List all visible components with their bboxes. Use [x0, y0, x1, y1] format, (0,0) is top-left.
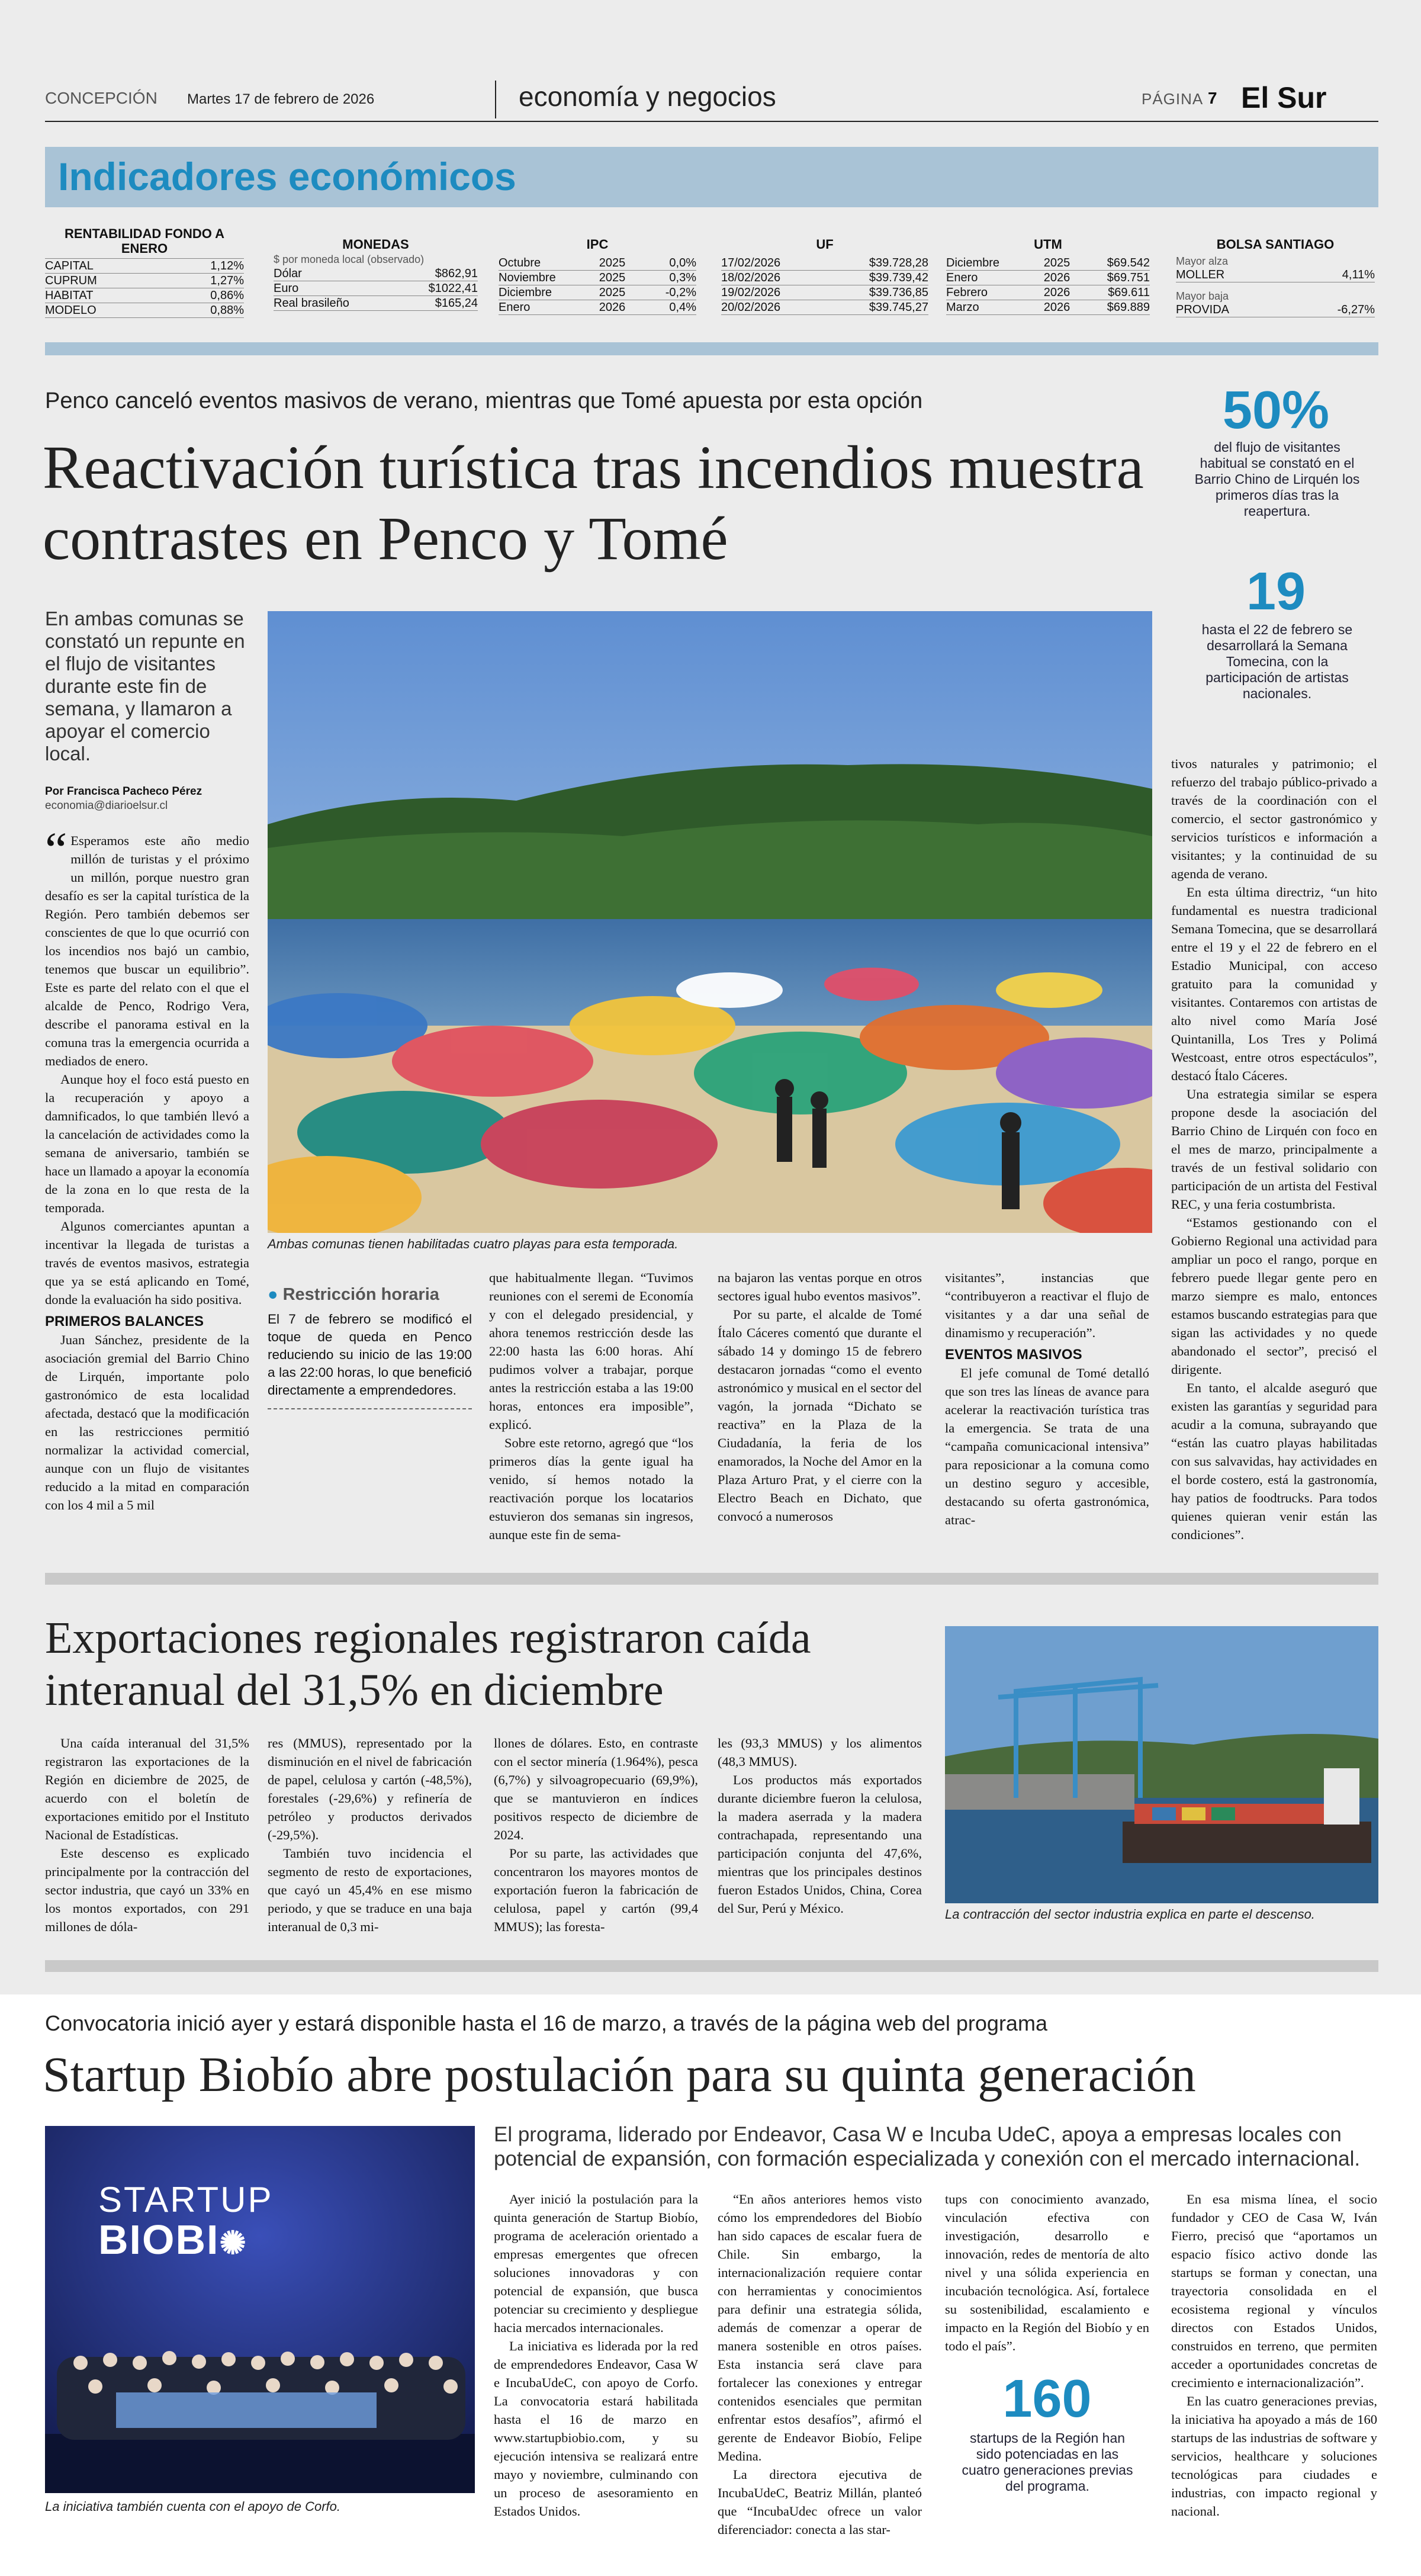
indicators-bottom-rule: [45, 342, 1378, 355]
table-row: Euro $1022,41: [274, 282, 478, 295]
indicators-title: Indicadores económicos: [58, 155, 516, 198]
stat-50-text: del flujo de visitantes habitual se constató en el Barrio Chino de Lirquén los primeros días tras la reapertura.: [1194, 439, 1360, 519]
bullet-icon: ●: [268, 1285, 278, 1304]
page-header: [45, 81, 1378, 122]
table-row: Real brasileño $165,24: [274, 297, 478, 310]
article1-col6-p3: Una estrategia similar se espera propone desde la asociación del Barrio Chino de Lirquén con foco en el mes de marzo, principalmente a través de un festival solidario con participación de un artista del Festival REC, y una feria costumbrista.: [1171, 1087, 1377, 1212]
table-row: Diciembre 2025 -0,2%: [499, 286, 696, 299]
article2-col1-p2: Este descenso es explicado principalmente por la contracción del sector industria, que cayó un 33% en los montos exportados, con 291 millones de dóla-: [45, 1846, 249, 1934]
bolsa-title: BOLSA SANTIAGO: [1216, 237, 1335, 252]
port-photo: [945, 1626, 1378, 1903]
article1-headline: Reactivación turística tras incendios muestra contrastes en Penco y Tomé: [43, 433, 1144, 573]
article2-col3: [494, 1734, 698, 1936]
article1-col1-p2: Aunque hoy el foco está puesto en la recuperación y apoyo a damnificados, lo que también llevó a la cancelación de actividades como la semana de aniversario, también se hace un llamado a apoyar la economía de la zona en lo que resta de la temporada.: [45, 1072, 249, 1215]
table-row: 20/02/2026 $39.745,27: [721, 301, 928, 314]
article3-headline: Startup Biobío abre postulación para su quinta generación: [43, 2047, 1196, 2102]
article3-col3-p1: tups con conocimiento avanzado, vinculación efectiva con investigación, desarrollo e innovación, redes de mentoría de alto nivel y una sólida experiencia en incubación tecnológica. Así, fortalece su sostenibilidad, escalamiento e impacto en la Región del Biobío y en todo el país”.: [945, 2192, 1149, 2353]
article3-col2-p2: La directora ejecutiva de IncubaUdeC, Beatriz Millán, planteó que “IncubaUdec ofrece un valor diferenciador: conecta a las star-: [718, 2467, 922, 2537]
beach-photo-caption: Ambas comunas tienen habilitadas cuatro playas para esta temporada.: [268, 1236, 679, 1251]
fondo-title: RENTABILIDAD FONDO A ENERO: [64, 226, 225, 256]
fondo-rows: [45, 258, 244, 318]
article2-col4-p1: les (93,3 MMUS) y los alimentos (48,3 MMUS).: [718, 1736, 922, 1769]
article3-col4-p1: En esa misma línea, el socio fundador y CEO de Casa W, Iván Fierro, precisó que “aportamos un espacio físico activo donde las startups se forman y conectan, una trayectoria consolidada en el ecosistema regional y vínculos directos con Estados Unidos, construidos en terreno, que permiten acceder a oportunidades concretas de crecimiento e internacionalización”.: [1171, 2192, 1377, 2390]
opening-quote: “: [45, 823, 67, 878]
port-illustration: [945, 1626, 1378, 1903]
article2-col4: [718, 1734, 922, 1917]
monedas-title: MONEDAS: [342, 237, 409, 252]
article1-byline: Por Francisca Pacheco Pérez: [45, 785, 202, 798]
header-paper-name: El Sur: [1241, 81, 1327, 114]
startup-brand-line1: STARTUP: [98, 2180, 274, 2220]
article3-col2-p1: “En años anteriores hemos visto cómo los emprendedores del Biobío han sido capaces de escalar fuera de Chile. Sin embargo, la internacionalización requiere contar con herramientas y conocimientos para definir una estrategia sólida, además de comenzar a operar de manera sostenible en otros países. Esta instancia será clave para fortalecer las conexiones y entregar contenidos esenciales que permitan enfrentar estos desafíos”, afirmó el gerente de Endeavor Biobío, Felipe Medina.: [718, 2192, 922, 2463]
article3-lead: El programa, liderado por Endeavor, Casa W e Incuba UdeC, apoya a empresas locales con potencial de expansión, con formación especializada y conexión con el mercado internacional.: [494, 2123, 1361, 2170]
article1-col1: [45, 823, 249, 1514]
article3-kicker: Convocatoria inició ayer y estará disponible hasta el 16 de marzo, a través de la página web del programa: [45, 2011, 1047, 2035]
article1-col6: [1171, 754, 1377, 1544]
table-row: CUPRUM 1,27%: [45, 274, 244, 287]
table-row: Enero 2026 0,4%: [499, 301, 696, 314]
beach-illustration: [268, 611, 1152, 1233]
header-city: CONCEPCIÓN: [45, 89, 157, 107]
stat-19-text: hasta el 22 de febrero se desarrollará la Semana Tomecina, con la participación de artistas nacionales.: [1201, 622, 1353, 701]
article1-col6-p2: En esta última directriz, “un hito fundamental es nuestra tradicional Semana Tomecina, que se desarrollará entre el 19 y el 22 de febrero en el Estadio Municipal, con acceso gratuito para la comunidad y visitantes. Contaremos con artistas de alto nivel como María José Quintanilla, Los Tres y Polimá Westcoast, entre otros espectáculos”, destacó Ítalo Cáceres.: [1171, 885, 1377, 1083]
subhead-eventos-masivos: EVENTOS MASIVOS: [945, 1347, 1082, 1363]
article3-col4-p2: En las cuatro generaciones previas, la iniciativa ha apoyado a más de 160 startups de las industrias de software y servicios, healthcare y soluciones tecnológicas para ciudades e industrias, con impacto regional y nacional.: [1171, 2394, 1377, 2519]
article3-col2: [718, 2190, 922, 2539]
article1-col6-p4: “Estamos gestionando con el Gobierno Regional una actividad para ampliar un poco el rango, porque en febrero puede llegar gente pero en marzo siempre es malo, entonces estamos buscando estrategias para que sigan las actividades y no quede abandonado el sector”, precisó el dirigente.: [1171, 1215, 1377, 1377]
monedas-subtitle: $ por moneda local (observado): [274, 253, 425, 265]
restriccion-horaria-text: El 7 de febrero se modificó el toque de queda en Penco reduciendo su inicio de las 19:00 a las 22:00 horas, lo que benefició directamente a emprendedores.: [268, 1312, 472, 1398]
article1-col3-p2: Sobre este retorno, agregó que “los primeros días la gente igual ha venido, sí hemos notado la reactivación porque los locatarios estuvieron dos semanas sin ingresos, aunque este fin de sema-: [489, 1435, 693, 1542]
ipc-table: [499, 237, 696, 315]
ipc-title: IPC: [586, 237, 609, 252]
restriccion-horaria-title: ● Restricción horaria: [268, 1285, 439, 1304]
article3-col3: [945, 2190, 1149, 2355]
stat-160-text: startups de la Región han sido potenciadas en las cuatro generaciones previas del programa.: [962, 2430, 1133, 2494]
header-section: economía y negocios: [519, 81, 776, 112]
article1-col5-p2: El jefe comunal de Tomé detalló que son tres las líneas de avance para acelerar la reactivación turística tras la emergencia. Se trata de una “campaña comunicacional intensiva” para reposicionar a la comuna como un destino seguro y accesible, destacando su oferta gastronómica, atrac-: [945, 1366, 1149, 1527]
utm-table: [946, 237, 1150, 315]
table-row: Enero 2026 $69.751: [946, 271, 1150, 284]
port-photo-caption: La contracción del sector industria explica en parte el descenso.: [945, 1907, 1315, 1922]
table-row: MOLLER 4,11%: [1176, 268, 1375, 281]
article2-col2: [268, 1734, 472, 1936]
article1-col5: [945, 1268, 1149, 1529]
header-divider: [495, 81, 496, 118]
article2-col3-p1: llones de dólares. Esto, en contraste con el sector minería (1.964%), pesca (6,7%) y silvoagropecuario (69,9%), que se mantuvieron en índices positivos respecto de diciembre de 2024.: [494, 1736, 698, 1842]
article2-col2-p2: También tuvo incidencia el segmento de resto de exportaciones, que cayó un 45,4% en ese mismo periodo, y que se traduce en una baja interanual de 0,3 mi-: [268, 1846, 472, 1934]
table-row: 18/02/2026 $39.739,42: [721, 271, 928, 284]
article1-col3-p1: que habitualmente llegan. “Tuvimos reuniones con el seremi de Economía y con el delegado presidencial, y ahora tenemos restricción desde las 22:00 hasta las 6:00 horas. Ahí pudimos volver a trabajar, porque antes la restricción estaba a las 19:00 horas, entonces era imposible”, explicó.: [489, 1270, 693, 1432]
article1-col1-p3: Algunos comerciantes apuntan a incentivar la llegada de turistas a través de eventos masivos, estrategia que ya se está aplicando en Tomé, donde la evaluación ha sido positiva.: [45, 1219, 249, 1307]
article1-col5-p1: visitantes”, instancias que “contribuyeron a reactivar el flujo de visitantes y a dar una señal de dinamismo y recuperación”.: [945, 1270, 1149, 1340]
subhead-primeros-balances: PRIMEROS BALANCES: [45, 1313, 204, 1329]
article1-email: economia@diarioelsur.cl: [45, 799, 168, 812]
uf-title: UF: [816, 237, 834, 252]
article2-col3-p2: Por su parte, las actividades que concentraron los mayores montos de exportación fueron la fabricación de celulosa, papel y cartón (99,4 MMUS); las foresta-: [494, 1846, 698, 1934]
header-date: Martes 17 de febrero de 2026: [187, 91, 375, 107]
article3-col1: [494, 2190, 698, 2520]
bolsa-up-label: Mayor alza: [1176, 255, 1229, 267]
article2-headline: Exportaciones regionales registraron caída interanual del 31,5% en diciembre: [45, 1613, 811, 1715]
table-row: Noviembre 2025 0,3%: [499, 271, 696, 284]
article1-col4: [718, 1268, 922, 1525]
bolsa-down-label: Mayor baja: [1176, 290, 1229, 302]
table-row: Octubre 2025 0,0%: [499, 256, 696, 269]
article1-col1-p1: “ Esperamos este año medio millón de turistas y el próximo un millón, porque nuestro gran desafío es ser la capital turística de la Región. Pero también debemos ser conscientes de que lo que ocurrió con los incendios nos bajó un cambio, tenemos que buscar un equilibrio”. Este es parte del relato con el que el alcalde de Penco, Rodrigo Vera, describe el panorama estival en la comuna tras la emergencia ocurrida a mediados de enero.: [45, 823, 249, 1068]
utm-title: UTM: [1034, 237, 1062, 252]
monedas-table: [274, 237, 478, 311]
article1-lead: En ambas comunas se constató un repunte en el flujo de visitantes durante este fin de semana, y llamaron a apoyar el comercio local.: [45, 608, 245, 765]
startup-brand-line2: BIOBI✺: [98, 2217, 247, 2263]
table-row: Febrero 2026 $69.611: [946, 286, 1150, 299]
article3-col1-p1: Ayer inició la postulación para la quinta generación de Startup Biobío, programa de aceleración orientado a empresas emergentes que ofrecen soluciones innovadoras y con potencial de expansión, que busca potenciar su crecimiento y despliegue hacia mercados internacionales.: [494, 2192, 698, 2335]
section-rule-1: [45, 1573, 1378, 1585]
article2-col1-p1: Una caída interanual del 31,5% registraron las exportaciones de la Región en diciembre de 2025, de acuerdo con el boletín de exportaciones emitido por el Instituto Nacional de Estadísticas.: [45, 1736, 249, 1842]
table-row: Marzo 2026 $69.889: [946, 301, 1150, 314]
article1-col4-p2: Por su parte, el alcalde de Tomé Ítalo Cáceres comentó que durante el sábado 14 y domingo 15 de febrero destacaron jornadas “como el evento astronómico y musical en el sector del vagón, la jornada “Dichato se reactiva” en la Plaza de la Ciudadanía, la feria de los enamorados, la Noche del Amor en la Plaza Arturo Prat, y el cierre con la Electro Beach en Dichato, que convocó a numerosos: [718, 1307, 922, 1524]
article1-col6-p5: En tanto, el alcalde aseguró que existen las garantías y seguridad para acudir a la comuna, subrayando que “están las cuatro playas habilitadas con sus salvavidas, hay actividades en el borde costero, está la gastronomía, hay patios de foodtrucks. Para todos quienes quieran venir están las condiciones”.: [1171, 1380, 1377, 1542]
article1-col6-p1: tivos naturales y patrimonio; el refuerzo del trabajo público-privado a través de la coordinación con el comercio, el sector gastronómico y servicios turísticos e información a visitantes; y la continuidad de su agenda de verano.: [1171, 756, 1377, 881]
startup-photo: [45, 2126, 475, 2493]
table-row: 17/02/2026 $39.728,28: [721, 256, 928, 269]
article1-col4-p1: na bajaron las ventas porque en otros sectores igual hubo eventos masivos”.: [718, 1270, 922, 1303]
header-page-label: PÁGINA: [1142, 90, 1204, 108]
beach-photo: [268, 611, 1152, 1233]
uf-table: [721, 237, 928, 315]
table-row: HABITAT 0,86%: [45, 289, 244, 302]
table-row: Diciembre 2025 $69.542: [946, 256, 1150, 269]
article1-kicker: Penco canceló eventos masivos de verano, mientras que Tomé apuesta por esta opción: [45, 388, 923, 413]
bolsa-table: [1176, 237, 1375, 317]
article3-col4: [1171, 2190, 1377, 2520]
table-row: 19/02/2026 $39.736,85: [721, 286, 928, 299]
table-row: PROVIDA -6,27%: [1176, 303, 1375, 316]
stat-160-number: 160: [1002, 2369, 1092, 2429]
table-row: CAPITAL 1,12%: [45, 259, 244, 272]
sun-logo-icon: ✺: [219, 2225, 247, 2261]
article1-col3: [489, 1268, 693, 1544]
article1-col1-p4: Juan Sánchez, presidente de la asociación gremial del Barrio Chino de Lirquén, importante polo gastronómico de esta localidad afectada, destacó que la modificación en las restricciones permitió normalizar la actividad comercial, aunque con un flujo de visitantes reducido a la mitad en comparación con los 4 mil a 5 mil: [45, 1332, 249, 1512]
fondo-table: [45, 226, 244, 318]
stat-50-number: 50%: [1222, 381, 1330, 440]
table-row: Dólar $862,91: [274, 267, 478, 280]
article2-col2-p1: res (MMUS), representado por la disminución en el nivel de fabricación de papel, celulosa y cartón (-48,5%), forestales (-29,6%) y refinería de petróleo y productos derivados (-29,5%).: [268, 1736, 472, 1842]
startup-photo-caption: La iniciativa también cuenta con el apoyo de Corfo.: [45, 2499, 340, 2514]
article2-col1: [45, 1734, 249, 1936]
header-page-number: 7: [1208, 89, 1217, 107]
article3-col1-p2: La iniciativa es liderada por la red de emprendedores Endeavor, Casa W e IncubaUdeC, con apoyo de Corfo. La convocatoria estará habilitada hasta el 16 de marzo en www.startupbiobio.com, y su ejecución intensiva se realizará entre mayo y noviembre, culminando con un proceso de asesoramiento en Estados Unidos.: [494, 2339, 698, 2519]
stat-19-number: 19: [1246, 562, 1306, 621]
article2-col4-p2: Los productos más exportados durante diciembre fueron la celulosa, la madera aserrada y la madera contrachapada, representando una participación conjunta del 47,6%, mientras que los principales destinos fueron Estados Unidos, China, Corea del Sur, Perú y México.: [718, 1772, 922, 1916]
table-row: MODELO 0,88%: [45, 304, 244, 317]
section-rule-2: [45, 1960, 1378, 1972]
restriccion-horaria-box: [268, 1285, 472, 1409]
indicators-title-bar: [45, 147, 1378, 207]
